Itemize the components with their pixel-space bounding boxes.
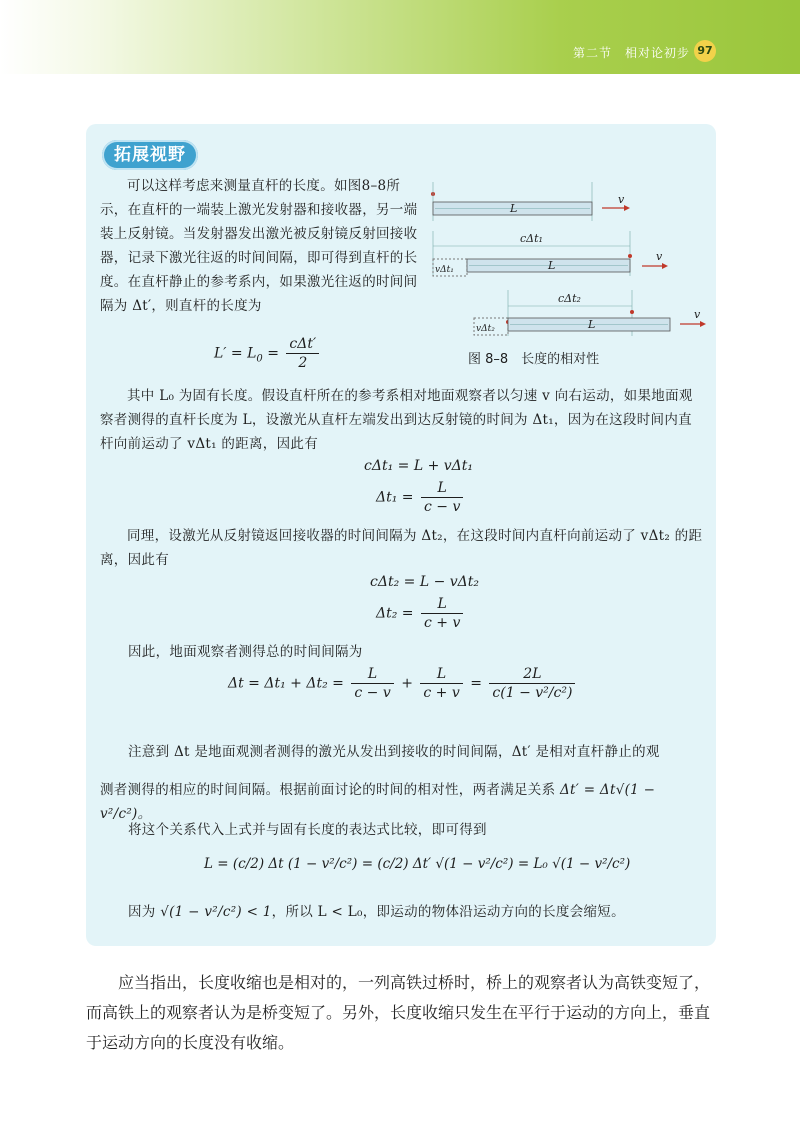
- paragraph-4: 因此，地面观察者测得总的时间间隔为: [128, 644, 363, 660]
- rod-label-3: L: [588, 318, 596, 331]
- figure-caption: 图 8–8 长度的相对性: [468, 352, 600, 367]
- main-paragraph: 应当指出，长度收缩也是相对的，一列高铁过桥时，桥上的观察者认为高铁变短了，而高铁上的观察者认为是桥变短了。另外，长度收缩只发生在平行于运动的方向上，垂直于运动方向的长度没有收缩。: [86, 973, 711, 1052]
- velocity-label-1: v: [618, 193, 625, 206]
- paragraph-3: 同理，设激光从反射镜返回接收器的时间间隔为 Δt₂，在这段时间内直杆向前运动了 vΔt₂ 的距离，因此有: [100, 528, 703, 568]
- rod-label-2: L: [548, 259, 556, 272]
- equation-5: Δt₂ = $\frac{L}{c + v}$: [376, 596, 466, 631]
- intro-paragraph: 可以这样考虑来测量直杆的长度。如图8–8所示，在直杆的一端装上激光发射器和接收器，另一端装上反射镜。当发射器发出激光被反射镜反射回接收器，记录下激光往返的时间间隔，即可得到直杆的长度。在直杆静止的参考系内，如果激光往返的时间间隔为 Δt′，则直杆的长度为: [100, 178, 418, 314]
- paragraph-5b: 测者测得的相应的时间间隔。根据前面讨论的时间的相对性，两者满足关系 Δt′ = Δt√(1 − v²/c²)。: [100, 782, 656, 822]
- mirror-point-3: [630, 310, 634, 314]
- c-dt1-label: cΔt₁: [520, 232, 543, 245]
- extension-badge: 拓展视野: [102, 140, 198, 170]
- equation-4: cΔt₂ = L − vΔt₂: [370, 574, 480, 590]
- paragraph-6: 将这个关系代入上式并与固有长度的表达式比较，即可得到: [128, 822, 487, 838]
- figure-8-8: [422, 176, 712, 346]
- paragraph-7: 因为 √(1 − v²/c²) < 1，所以 L < L₀，即运动的物体沿运动方向的长度会缩短。: [128, 904, 625, 920]
- header-band: [0, 0, 800, 74]
- equation-2: cΔt₁ = L + vΔt₁: [364, 458, 474, 474]
- page-number: 97: [694, 40, 716, 62]
- relation-equation: Δt′ = Δt√(1 − v²/c²)。: [100, 782, 656, 822]
- running-header: 第二节 相对论初步: [572, 46, 690, 60]
- velocity-label-3: v: [694, 308, 701, 321]
- equation-1: $L' = L_0$ = $\frac{\text{cΔt′}}{2}$: [214, 336, 322, 371]
- paragraph-5a: 注意到 Δt 是地面观测者测得的激光从发出到接收的时间间隔，Δt′ 是相对直杆静止的观: [128, 744, 660, 760]
- rod-label-1: L: [510, 202, 518, 215]
- equation-6: Δt = Δt₁ + Δt₂ = $\frac{L}{c - v}$ + $\frac{L}{c + v}$ = $\frac{2L}{\text{c(1 − v²/c²)}}$: [228, 666, 578, 701]
- v-dt2-label: vΔt₂: [476, 324, 495, 334]
- mirror-point-2: [628, 254, 632, 258]
- c-dt2-label: cΔt₂: [558, 292, 581, 305]
- equation-3: Δt₁ = $\frac{L}{c - v}$: [376, 480, 466, 515]
- v-dt1-label: vΔt₁: [435, 265, 454, 275]
- paragraph-2: 其中 L₀ 为固有长度。假设直杆所在的参考系相对地面观察者以匀速 v 向右运动，如果地面观察者测得的直杆长度为 L，设激光从直杆左端发出到达反射镜的时间为 Δt₁，因为在这段时间内直杆向前运动了 vΔt₁ 的距离，因此有: [100, 388, 693, 452]
- velocity-label-2: v: [656, 250, 663, 263]
- equation-7: L = (c/2) Δt (1 − v²/c²) = (c/2) Δt′ √(1 − v²/c²) = L₀ √(1 − v²/c²): [204, 856, 631, 872]
